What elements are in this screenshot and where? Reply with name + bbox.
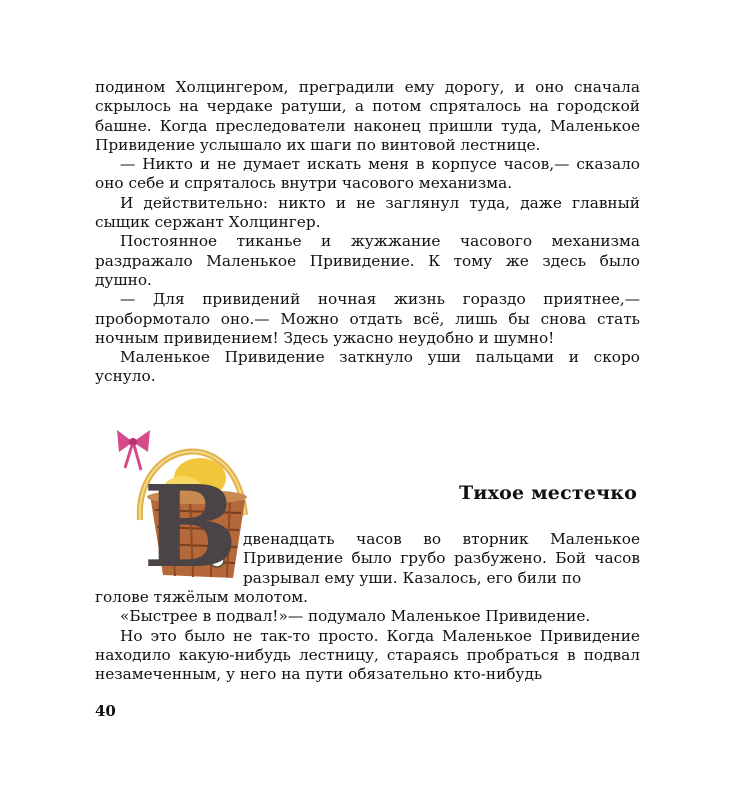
- paragraph: И действительно: никто и не заглянул туда, даже главный сыщик сержант Холцингер.: [95, 193, 640, 232]
- paragraph: Маленькое Привидение заткнуло уши пальцами и скоро уснуло.: [95, 348, 640, 386]
- top-text-block: [95, 78, 640, 387]
- chapter-body-text: [95, 588, 640, 684]
- chapter-title: Тихое местечко: [458, 482, 637, 504]
- paragraph: «Быстрее в подвал!»— подумало Маленькое Привидение.: [120, 607, 591, 626]
- paragraph-continuation: голове тяжёлым молотом.: [95, 588, 309, 606]
- page-number: 40: [95, 702, 116, 720]
- paragraph: — Никто и не думает искать меня в корпусе часов,— сказало оно себе и спряталось внутри часового механизма.: [95, 155, 640, 193]
- paragraph: Но это было не так-то просто. Когда Маленькое Привидение находило какую-нибудь лестницу, стараясь пробраться в подвал незамеченным, у него на пути обязательно кто-нибудь: [95, 626, 640, 684]
- paragraph: подином Холцингером, преградили ему дорогу, и оно сначала скрылось на чердаке ратуши, а потом спряталось на городской башне. Когда преследователи наконец пришли туда, Маленькое Привидение услышало их шаги по винтовой лестнице.: [95, 78, 640, 154]
- paragraph: двенадцать часов во вторник Маленькое Привидение было грубо разбужено. Бой часов разрывал ему уши. Казалось, его били по: [243, 530, 640, 587]
- chapter-opening-text: [243, 530, 640, 588]
- paragraph: — Для привидений ночная жизнь гораздо приятнее,— пробормотало оно.— Можно отдать всё, лишь бы снова стать ночным привидением! Здесь ужасно неудобно и шумно!: [95, 290, 640, 347]
- paragraph: Постоянное тиканье и жужжание часового механизма раздражало Маленькое Привидение. К тому же здесь было душно.: [95, 232, 640, 289]
- drop-cap-letter: В: [143, 462, 238, 593]
